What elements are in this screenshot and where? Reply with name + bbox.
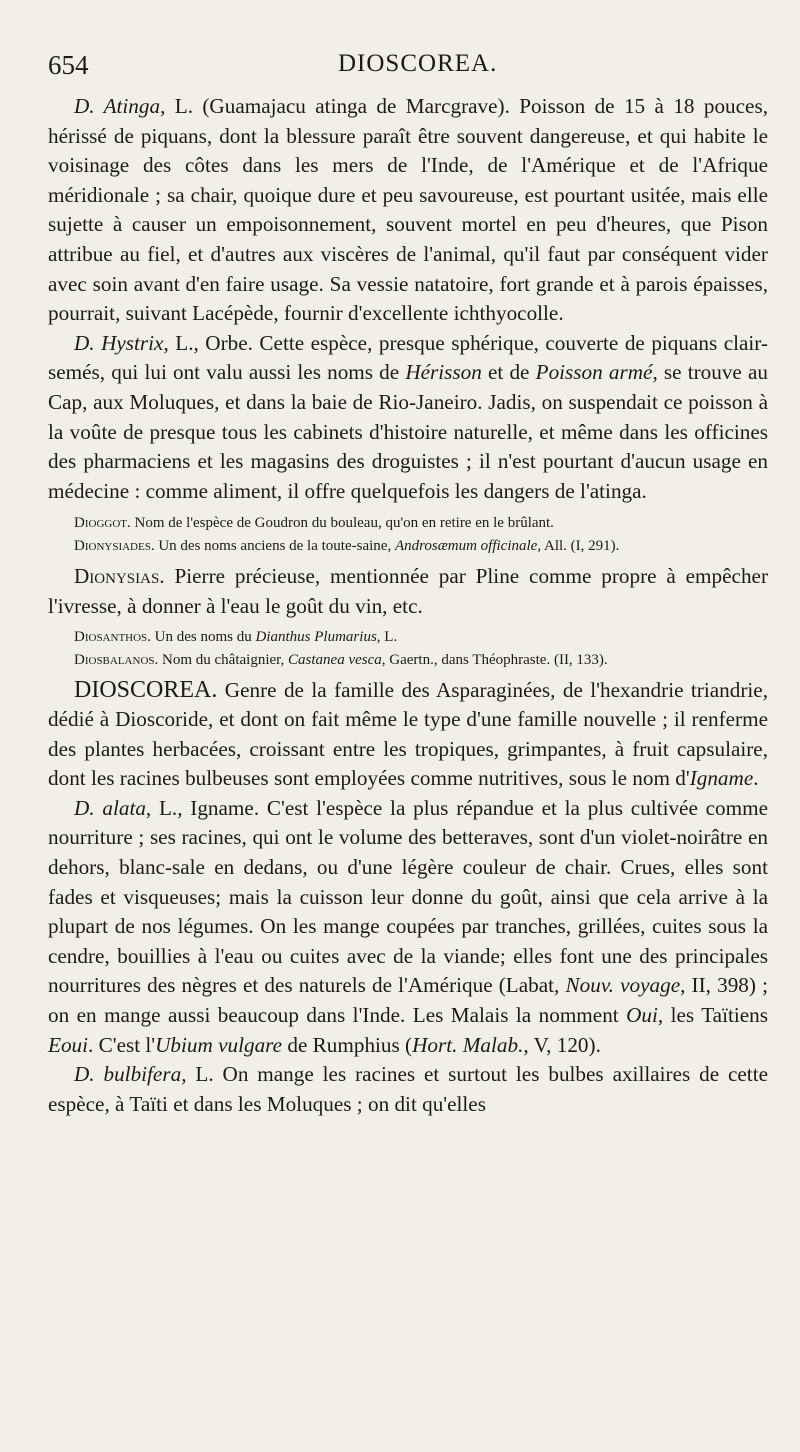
entry-text: , All. (I, 291). [537, 538, 620, 555]
entry-dionysiades [48, 535, 768, 558]
entry-dionysias [48, 562, 768, 621]
entry-text: . C'est l' [88, 1032, 156, 1057]
entry-text: , L., Igname. C'est l'espèce la plus répandue et la plus cultivée comme nourriture ; ses racines, qui ont le volume des betteraves, sont d'un violet-noirâtre en dehors, blanc-sale en dedans, ou d'une légère couleur de chair. Crues, elles sont fades et visqueuses; mais la cuisson leur donne du goût, ainsi que cela arrive à la plupart de nos légumes. On les mange coupées par tranches, grillées, cuites sous la cendre, bouillies à l'eau ou cuites avec de la viande; elles font une des principales nourritures des nègres et des naturels de l'Amérique (Labat, [48, 795, 768, 998]
entry-term: D. Hystrix [74, 330, 164, 355]
entry-term: DIOSCOREA. [74, 676, 218, 703]
entry-term: D. Atinga [74, 94, 161, 118]
entry-text: , II, 398) ; on en mange aussi beaucoup dans l'Inde. Les Malais la nomment [48, 973, 768, 1028]
page-header [48, 50, 788, 90]
entry-atinga [48, 92, 768, 329]
entry-term: Dionysiades. [74, 538, 155, 555]
italic-term: Ubium vulgare [155, 1032, 283, 1057]
entry-text: Un des noms du [150, 628, 256, 645]
italic-term: Igname [689, 766, 754, 791]
entry-text: et de [481, 360, 536, 385]
entry-text: , L., Orbe. Cette espèce, presque sphérique, couverte de piquans clair-semés, qui lui ont valu aussi les noms de [48, 330, 768, 385]
entry-text: Pierre précieuse, mentionnée par Pline comme propre à empêcher l'ivresse, à donner à l'eau le goût du vin, etc. [48, 564, 768, 618]
entry-dioscorea [48, 676, 768, 794]
entry-text: , L. [376, 628, 398, 645]
page-number: 654 [48, 50, 89, 80]
entry-bulbifera [48, 1060, 768, 1119]
entry-diosbalanos [48, 649, 768, 672]
entry-term: Dioggot. [74, 515, 131, 532]
entry-term: Dionysias. [74, 564, 165, 589]
italic-term: Hort. Malab. [412, 1032, 524, 1057]
entry-text: , L. (Guamajacu atinga de Marcgrave). Poisson de 15 à 18 pouces, hérissé de piquans, dont la blessure paraît être souvent dangereuse, et qui habite le voisinage des côtes dans les mers de l'Inde, de l'Amérique et de l'Afrique méridionale ; sa chair, quoique dure et peu savoureuse, est pourtant usitée, mais elle sujette à causer un empoisonnement, souvent mortel en peu d'heures, que Pison attribue au fiel, et d'autres aux viscères de l'animal, qu'il faut par conséquent vider avec soin avant d'en faire usage. Sa vessie natatoire, fort grande et à parois épaisses, pourrait, suivant Lacépède, fournir d'excellente ichthyocolle. [48, 94, 768, 326]
entry-term: Diosbalanos. [74, 651, 159, 668]
entry-hystrix [48, 329, 768, 507]
running-title: DIOSCOREA. [338, 50, 498, 77]
entry-text: , se trouve au Cap, aux Moluques, et dans la baie de Rio-Janeiro. Jadis, on suspendait ce poisson à la voûte de presque tous les cabinets d'histoire naturelle, et même dans les officines des pharmaciens et les magasins des droguistes ; il n'est pourtant d'aucun usage en médecine : comme aliment, il offre quelquefois les dangers de l'atinga. [48, 360, 768, 503]
italic-term: Poisson armé [535, 360, 653, 385]
entry-term: D. bulbifera [74, 1062, 182, 1087]
entry-text: , les Taïtiens [657, 1003, 768, 1028]
entry-text: de Rumphius ( [282, 1032, 413, 1057]
italic-term: Androsæmum officinale [394, 538, 538, 555]
entry-term: Diosanthos. [74, 628, 151, 645]
italic-term: Eoui [48, 1032, 89, 1057]
page-body [48, 92, 768, 1119]
entry-alata [48, 794, 768, 1060]
entry-term: D. alata [74, 795, 146, 820]
entry-text: Genre de la famille des Asparaginées, de l'hexandrie triandrie, dédié à Dioscoride, et dont on fait même le type d'une famille nouvelle ; il renferme des plantes herbacées, croissant entre les tropiques, grimpantes, à fruit capsulaire, dont les racines bulbeuses sont employées comme nutritives, sous le nom d' [48, 677, 768, 791]
entry-dioggot [48, 512, 768, 535]
entry-text: . [753, 766, 759, 791]
entry-text: , V, 120). [523, 1032, 601, 1057]
italic-term: Nouv. voyage [565, 973, 681, 998]
entry-text: Nom de l'espèce de Goudron du bouleau, qu'on en retire en le brûlant. [130, 515, 554, 532]
italic-term: Oui [626, 1003, 658, 1028]
entry-text: Nom du châtaignier, [158, 651, 289, 668]
entry-text: Un des noms anciens de la toute-saine, [154, 538, 395, 555]
entry-text: , Gaertn., dans Théophraste. (II, 133). [381, 651, 608, 668]
entry-text: , L. On mange les racines et surtout les bulbes axillaires de cette espèce, à Taïti et dans les Moluques ; on dit qu'elles [48, 1062, 768, 1116]
italic-term: Hérisson [405, 360, 482, 385]
italic-term: Castanea vesca [288, 651, 382, 668]
entry-diosanthos [48, 626, 768, 649]
italic-term: Dianthus Plumarius [255, 628, 377, 645]
